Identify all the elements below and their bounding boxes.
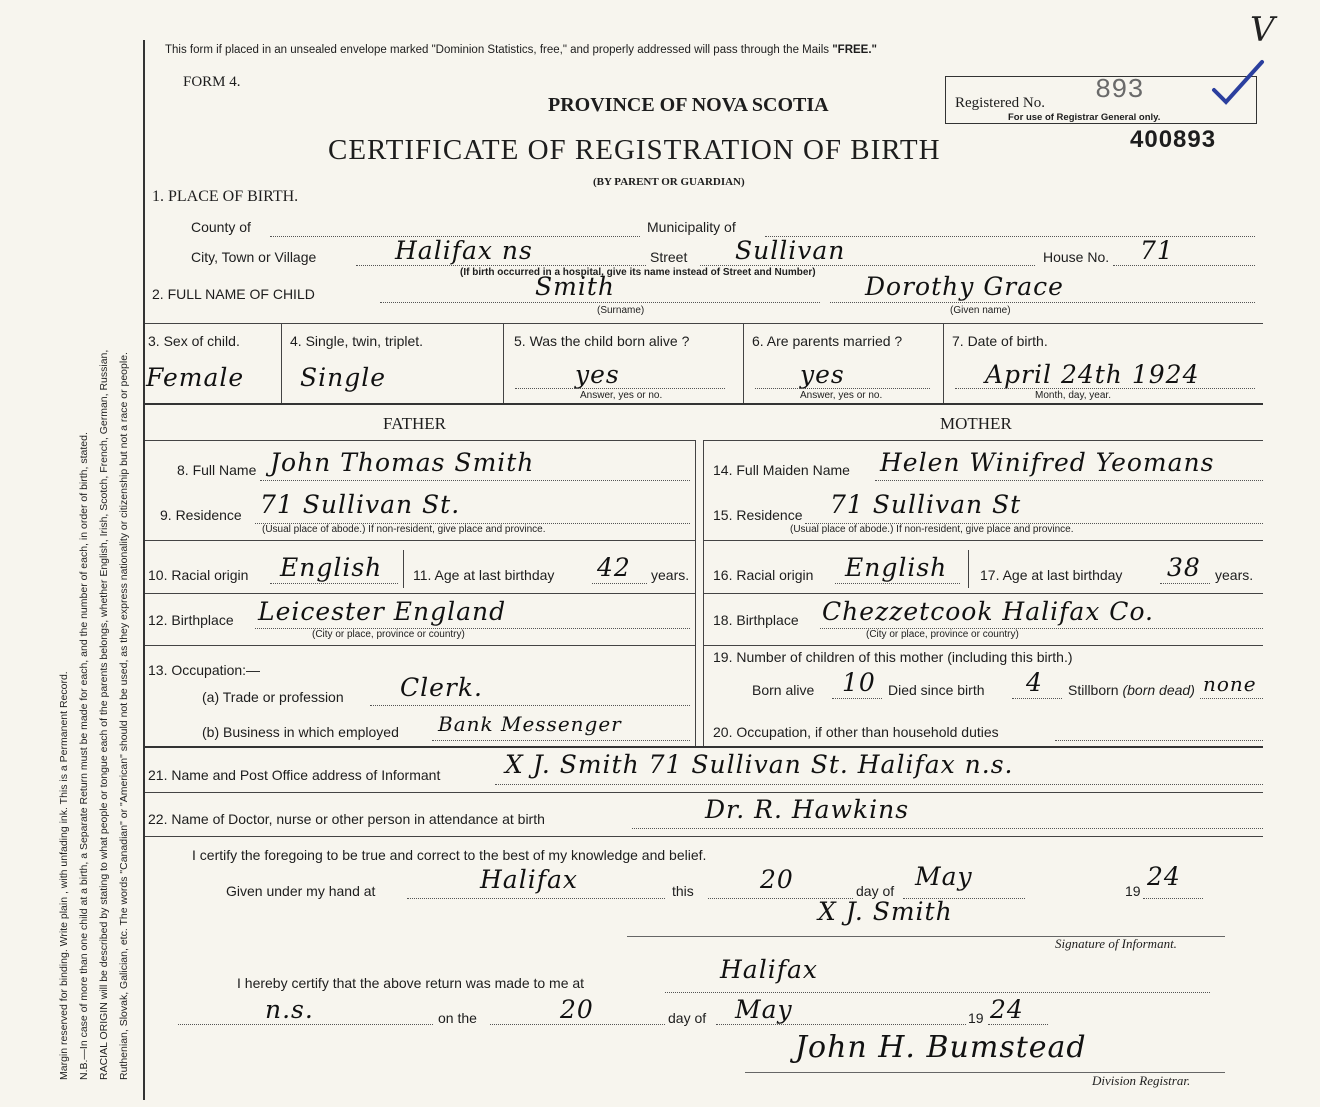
trade-label: (a) Trade or profession — [202, 689, 344, 705]
row-divider-informant — [145, 746, 1263, 748]
province-heading: PROVINCE OF NOVA SCOTIA — [548, 94, 829, 116]
day-of-label-2: day of — [668, 1010, 707, 1026]
father-age-label: 11. Age at last birthday — [413, 567, 555, 583]
father-divider-2 — [145, 593, 695, 594]
registered-label: Registered No. — [955, 95, 1045, 111]
registrar-signature: John H. Bumstead — [795, 1030, 1087, 1065]
given-year-prefix: 19 — [1125, 883, 1141, 899]
died-since-line — [1012, 698, 1062, 699]
father-birthplace-label: 12. Birthplace — [148, 612, 234, 628]
stillborn-line — [1200, 698, 1263, 699]
given-name-caption: (Given name) — [950, 305, 1011, 316]
mother-racial-label: 16. Racial origin — [713, 567, 814, 583]
mother-divider-3 — [703, 645, 1263, 646]
mail-notice: This form if placed in an unsealed envelope marked "Dominion Statistics, free," and properly addressed will pass through the Mails "FREE." — [165, 44, 877, 56]
father-residence-caption: (Usual place of abode.) If non-resident, give place and province. — [262, 524, 546, 535]
received-year-entry: 24 — [990, 995, 1024, 1024]
mother-occupation-line — [1055, 740, 1263, 741]
mother-name-entry: Helen Winifred Yeomans — [880, 448, 1215, 477]
stillborn-entry: none — [1203, 672, 1257, 696]
informant-entry: X J. Smith 71 Sullivan St. Halifax n.s. — [505, 750, 1014, 779]
father-residence-entry: 71 Sullivan St. — [260, 490, 461, 519]
col-divider-5-6 — [743, 323, 744, 403]
business-line — [432, 740, 690, 741]
received-at-entry: Halifax — [720, 955, 818, 984]
corner-check-mark: V — [1250, 10, 1276, 50]
col-divider-6-7 — [943, 323, 944, 403]
dob-label: 7. Date of birth. — [952, 333, 1048, 349]
row-divider-doctor — [145, 792, 1263, 793]
father-heading: FATHER — [383, 414, 446, 433]
given-day-entry: 20 — [760, 865, 794, 894]
registered-value: 893 — [1095, 76, 1144, 106]
form-number: FORM 4. — [183, 74, 241, 90]
mother-name-label: 14. Full Maiden Name — [713, 462, 850, 478]
mother-occupation-label: 20. Occupation, if other than household duties — [713, 724, 999, 740]
place-of-birth-label: 1. PLACE OF BIRTH. — [152, 188, 299, 205]
father-age-line — [592, 583, 647, 584]
surname-caption: (Surname) — [597, 305, 645, 316]
given-name-entry: Dorothy Grace — [865, 272, 1064, 301]
house-label: House No. — [1043, 249, 1110, 265]
row-divider-parents — [145, 403, 1263, 405]
row-divider-certify — [145, 836, 1263, 837]
mother-racial-divider — [968, 550, 969, 588]
born-alive-label: Born alive — [752, 682, 815, 698]
signature-informant-caption: Signature of Informant. — [1055, 936, 1177, 951]
certificate-subtitle: (BY PARENT OR GUARDIAN) — [593, 176, 745, 188]
married-caption: Answer, yes or no. — [800, 390, 883, 401]
col-divider-4-5 — [503, 323, 504, 403]
doctor-entry: Dr. R. Hawkins — [705, 795, 910, 824]
father-racial-line — [270, 583, 398, 584]
mother-birthplace-entry: Chezzetcook Halifax Co. — [822, 597, 1154, 626]
mother-residence-caption: (Usual place of abode.) If non-resident, give place and province. — [790, 524, 1074, 535]
col-divider-3-4 — [281, 323, 282, 403]
margin-note-3: RACIAL ORIGIN will be described by stating to what people or tongue each of the parents belongs, whether English, Irish, Scotch, French, German, Russian, — [98, 349, 110, 1080]
alive-line — [515, 388, 725, 389]
received-at-cont-entry: n.s. — [265, 995, 314, 1024]
margin-note-4: Ruthenian, Slovak, Galician, etc. The words "Canadian" or "American" should not be used, as they express nationality or citizenship but not a race or people. — [118, 352, 130, 1080]
margin-note-1: Margin reserved for binding. Write plain , with unfading ink. This is a Permanent Record. — [58, 671, 70, 1080]
house-entry: 71 — [1140, 236, 1174, 265]
single-label: 4. Single, twin, triplet. — [290, 333, 424, 349]
house-line — [1113, 265, 1255, 266]
father-racial-label: 10. Racial origin — [148, 567, 249, 583]
given-month-entry: May — [915, 862, 973, 891]
received-at-cont-line — [178, 1024, 433, 1025]
mother-racial-line — [835, 583, 960, 584]
married-entry: yes — [800, 360, 845, 389]
trade-entry: Clerk. — [400, 673, 483, 702]
received-day-entry: 20 — [560, 995, 594, 1024]
occupation-label: 13. Occupation:— — [148, 662, 261, 678]
mother-heading-rule — [703, 440, 1263, 441]
father-divider-3 — [145, 645, 695, 646]
father-divider-1 — [145, 540, 695, 541]
father-name-label: 8. Full Name — [177, 462, 257, 478]
given-year-entry: 24 — [1147, 862, 1181, 891]
hereby-certify-label: I hereby certify that the above return was made to me at — [237, 975, 585, 991]
received-year-prefix: 19 — [968, 1010, 984, 1026]
registrar-note: For use of Registrar General only. — [1008, 112, 1161, 123]
father-racial-divider — [403, 550, 404, 588]
received-year-line — [988, 1024, 1048, 1025]
given-under-label: Given under my hand at — [226, 883, 376, 899]
dob-line — [955, 388, 1255, 389]
born-alive-line — [832, 698, 882, 699]
binding-margin-line — [143, 40, 145, 1100]
alive-label: 5. Was the child born alive ? — [514, 333, 690, 349]
city-label: City, Town or Village — [191, 249, 317, 265]
city-line — [356, 265, 646, 266]
received-month-entry: May — [735, 995, 793, 1024]
mother-residence-label: 15. Residence — [713, 507, 803, 523]
informant-signature: X J. Smith — [818, 897, 953, 926]
division-registrar-caption: Division Registrar. — [1092, 1073, 1191, 1088]
mother-age-line — [1160, 583, 1210, 584]
received-day-line — [490, 1024, 665, 1025]
business-entry: Bank Messenger — [438, 712, 622, 736]
married-line — [755, 388, 930, 389]
margin-note-2: N.B.—In case of more than one child at a birth, a Separate Return must be made for each, and the number of each, in order of birth, stated. — [78, 432, 90, 1080]
street-line — [700, 265, 1035, 266]
given-name-line — [830, 302, 1255, 303]
trade-line — [370, 705, 690, 706]
hospital-note: (If birth occurred in a hospital, give its name instead of Street and Number) — [460, 267, 816, 278]
father-residence-label: 9. Residence — [160, 507, 242, 523]
father-birthplace-entry: Leicester England — [258, 597, 507, 626]
mother-birthplace-label: 18. Birthplace — [713, 612, 799, 628]
mother-divider-1 — [703, 540, 1263, 541]
day-of-label: day of — [856, 883, 895, 899]
received-at-line — [665, 992, 1210, 993]
father-name-entry: John Thomas Smith — [270, 448, 535, 477]
mother-birthplace-caption: (City or place, province or country) — [866, 629, 1019, 640]
certify-statement: I certify the foregoing to be true and correct to the best of my knowledge and belief. — [192, 847, 707, 863]
business-label: (b) Business in which employed — [202, 724, 399, 740]
sex-entry: Female — [146, 363, 245, 392]
on-the-label: on the — [438, 1010, 477, 1026]
dob-caption: Month, day, year. — [1035, 390, 1111, 401]
mother-age-entry: 38 — [1167, 553, 1201, 582]
street-entry: Sullivan — [735, 236, 846, 265]
received-month-line — [716, 1024, 966, 1025]
father-age-entry: 42 — [597, 553, 631, 582]
given-at-line — [407, 898, 665, 899]
county-label: County of — [191, 219, 251, 235]
given-year-line — [1143, 898, 1203, 899]
full-name-label: 2. FULL NAME OF CHILD — [152, 286, 315, 302]
father-years-label: years. — [651, 567, 690, 583]
municipality-label: Municipality of — [647, 219, 736, 235]
sex-label: 3. Sex of child. — [148, 333, 240, 349]
children-label: 19. Number of children of this mother (including this birth.) — [713, 649, 1073, 665]
mother-residence-entry: 71 Sullivan St — [830, 490, 1022, 519]
single-entry: Single — [300, 363, 387, 392]
informant-line — [495, 784, 1263, 785]
mother-years-label: years. — [1215, 567, 1254, 583]
doctor-label: 22. Name of Doctor, nurse or other person in attendance at birth — [148, 811, 545, 827]
blue-check-icon — [1210, 58, 1266, 108]
died-since-entry: 4 — [1026, 668, 1043, 697]
married-label: 6. Are parents married ? — [752, 333, 903, 349]
city-entry: Halifax ns — [395, 236, 533, 265]
mother-racial-entry: English — [845, 553, 948, 582]
stamp-number: 400893 — [1130, 126, 1217, 153]
born-alive-entry: 10 — [842, 668, 876, 697]
mother-age-label: 17. Age at last birthday — [980, 567, 1123, 583]
alive-caption: Answer, yes or no. — [580, 390, 663, 401]
street-label: Street — [650, 249, 688, 265]
certificate-title: CERTIFICATE OF REGISTRATION OF BIRTH — [328, 134, 941, 166]
given-at-entry: Halifax — [480, 865, 578, 894]
died-since-label: Died since birth — [888, 682, 985, 698]
parents-divider-left — [695, 440, 696, 746]
stillborn-label: Stillborn (born dead) — [1068, 682, 1195, 698]
father-name-line — [260, 480, 690, 481]
dob-entry: April 24th 1924 — [985, 360, 1200, 389]
row-divider-top — [145, 323, 1263, 324]
surname-line — [380, 302, 820, 303]
surname-entry: Smith — [535, 272, 615, 301]
alive-entry: yes — [575, 360, 620, 389]
father-heading-rule — [145, 440, 695, 441]
mother-heading: MOTHER — [940, 414, 1012, 433]
this-label: this — [672, 883, 694, 899]
mother-divider-2 — [703, 593, 1263, 594]
father-birthplace-caption: (City or place, province or country) — [312, 629, 465, 640]
informant-label: 21. Name and Post Office address of Informant — [148, 767, 441, 783]
father-racial-entry: English — [280, 553, 383, 582]
mother-name-line — [875, 480, 1263, 481]
doctor-line — [632, 828, 1263, 829]
